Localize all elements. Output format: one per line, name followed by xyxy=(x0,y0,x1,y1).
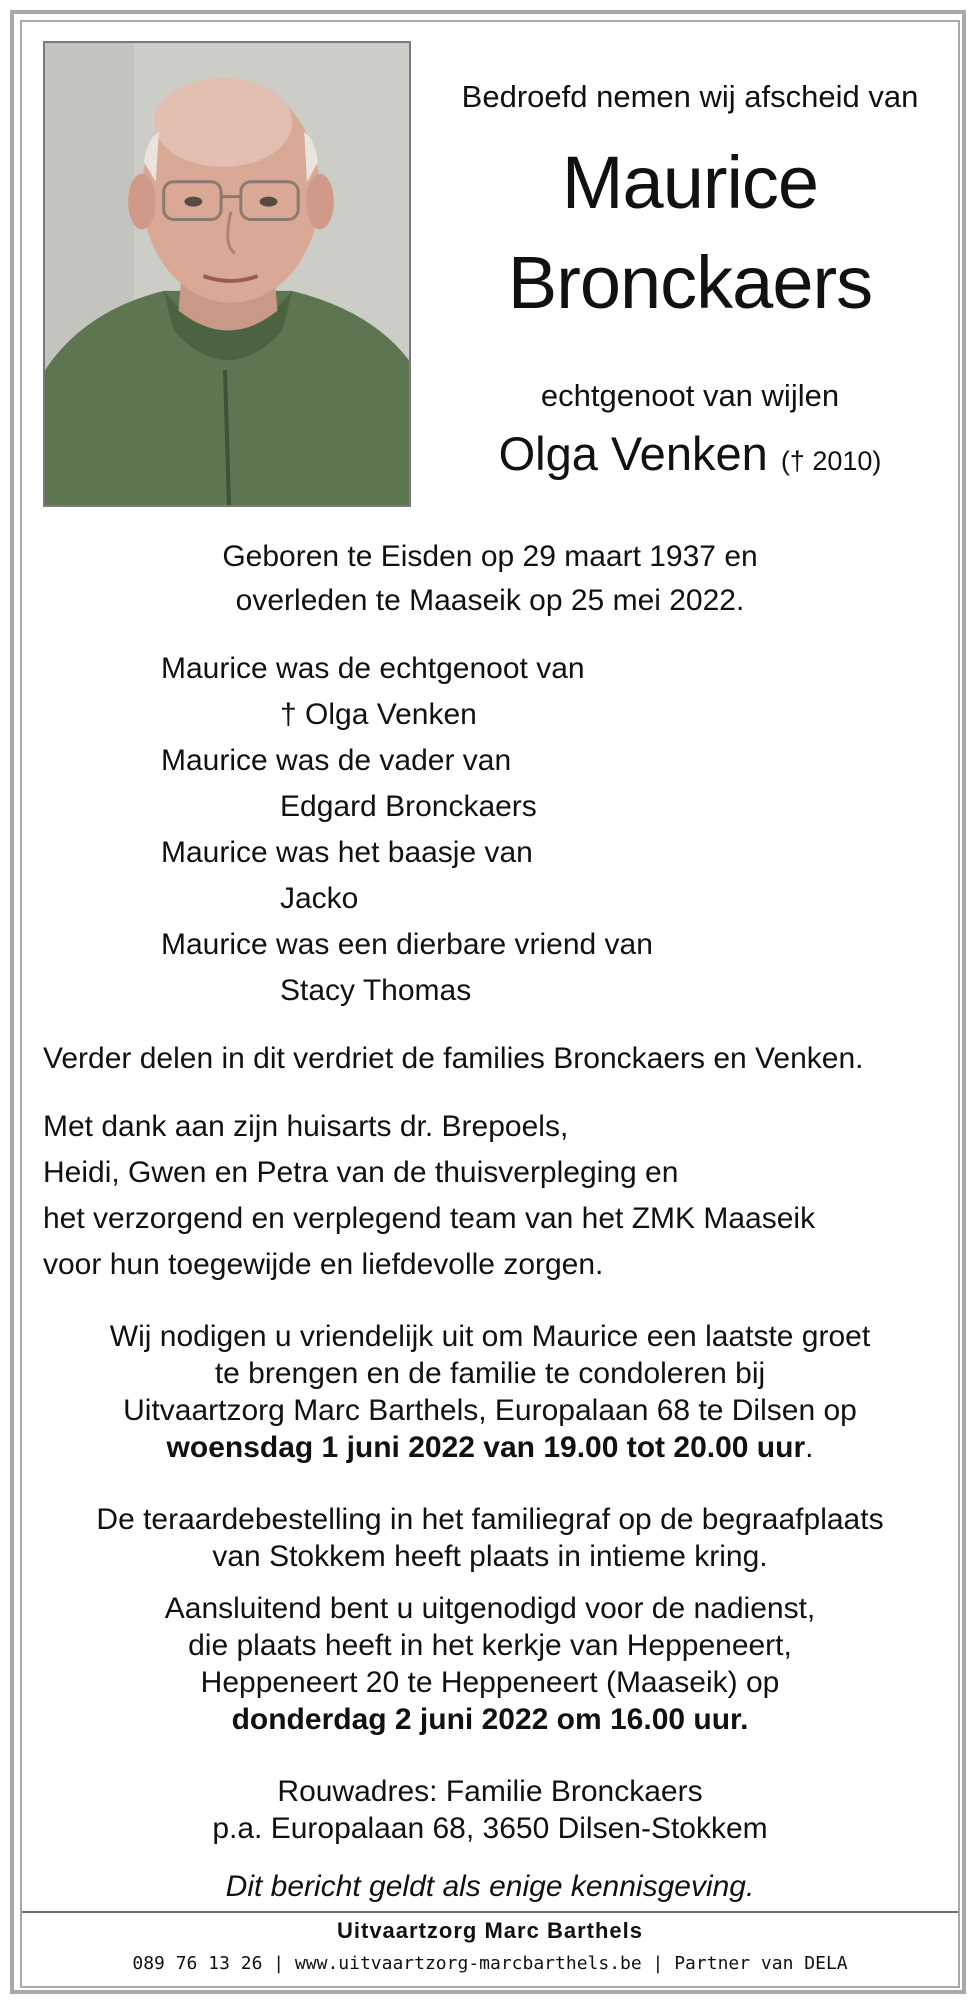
visitation-date: woensdag 1 juni 2022 van 19.00 tot 20.00 uur xyxy=(166,1431,806,1464)
service-line-3: Heppeneert 20 te Heppeneert (Maaseik) op xyxy=(200,1666,780,1699)
intro-text: Bedroefd nemen wij afscheid van xyxy=(461,79,919,114)
invitation-line-4 xyxy=(0,1431,980,1465)
service-line-1: Aansluitend bent u uitgenodigd voor de nadienst, xyxy=(164,1592,816,1625)
relation-name: Stacy Thomas xyxy=(280,974,472,1007)
relation-name: † Olga Venken xyxy=(280,698,477,731)
relation-name: Edgard Bronckaers xyxy=(280,790,537,823)
thanks-line-1: Met dank aan zijn huisarts dr. Brepoels, xyxy=(43,1110,569,1143)
spouse-name: Olga Venken xyxy=(498,427,768,480)
invitation-line-1: Wij nodigen u vriendelijk uit om Maurice een laatste groet xyxy=(109,1320,871,1353)
address-line-2: p.a. Europalaan 68, 3650 Dilsen-Stokkem xyxy=(212,1812,768,1845)
spouse-name-line xyxy=(412,426,968,481)
relation-label: Maurice was de vader van xyxy=(161,744,512,777)
relation-label: Maurice was de echtgenoot van xyxy=(161,652,585,685)
spouse-year: († 2010) xyxy=(780,446,882,476)
thanks-line-2: Heidi, Gwen en Petra van de thuisverpleging en xyxy=(43,1156,679,1189)
burial-line-2: van Stokkem heeft plaats in intieme kring. xyxy=(212,1540,768,1573)
birth-line-2: overleden te Maaseik op 25 mei 2022. xyxy=(235,584,745,617)
birth-line-1: Geboren te Eisden op 29 maart 1937 en xyxy=(222,540,758,573)
footer-contact: 089 76 13 26 | www.uitvaartzorg-marcbarthels.be | Partner van DELA xyxy=(132,1953,848,1974)
visitation-period: . xyxy=(805,1431,814,1464)
thanks-line-3: het verzorgend en verplegend team van het ZMK Maaseik xyxy=(43,1202,816,1235)
thanks-line-4: voor hun toegewijde en liefdevolle zorgen. xyxy=(43,1248,604,1281)
invitation-line-2: te brengen en de familie te condoleren bij xyxy=(214,1357,766,1390)
relation-label: Maurice was het baasje van xyxy=(161,836,533,869)
footer-divider xyxy=(22,1911,958,1913)
address-line-1: Rouwadres: Familie Bronckaers xyxy=(277,1775,703,1808)
relation-label: Maurice was een dierbare vriend van xyxy=(161,928,653,961)
deceased-first-name: Maurice xyxy=(561,141,819,224)
burial-line-1: De teraardebestelling in het familiegraf op de begraafplaats xyxy=(96,1503,884,1536)
service-line-2: die plaats heeft in het kerkje van Heppeneert, xyxy=(188,1629,792,1662)
footer-title: Uitvaartzorg Marc Barthels xyxy=(337,1918,643,1943)
relation-name: Jacko xyxy=(280,882,359,915)
portrait-photo xyxy=(43,41,411,507)
invitation-line-3: Uitvaartzorg Marc Barthels, Europalaan 68 te Dilsen op xyxy=(123,1394,857,1427)
notice-text: Dit bericht geldt als enige kennisgeving. xyxy=(225,1870,755,1903)
service-date: donderdag 2 juni 2022 om 16.00 uur. xyxy=(231,1703,749,1736)
deceased-last-name: Bronckaers xyxy=(507,241,873,324)
family-line: Verder delen in dit verdriet de families Bronckaers en Venken. xyxy=(43,1042,864,1075)
spouse-intro: echtgenoot van wijlen xyxy=(540,378,840,413)
